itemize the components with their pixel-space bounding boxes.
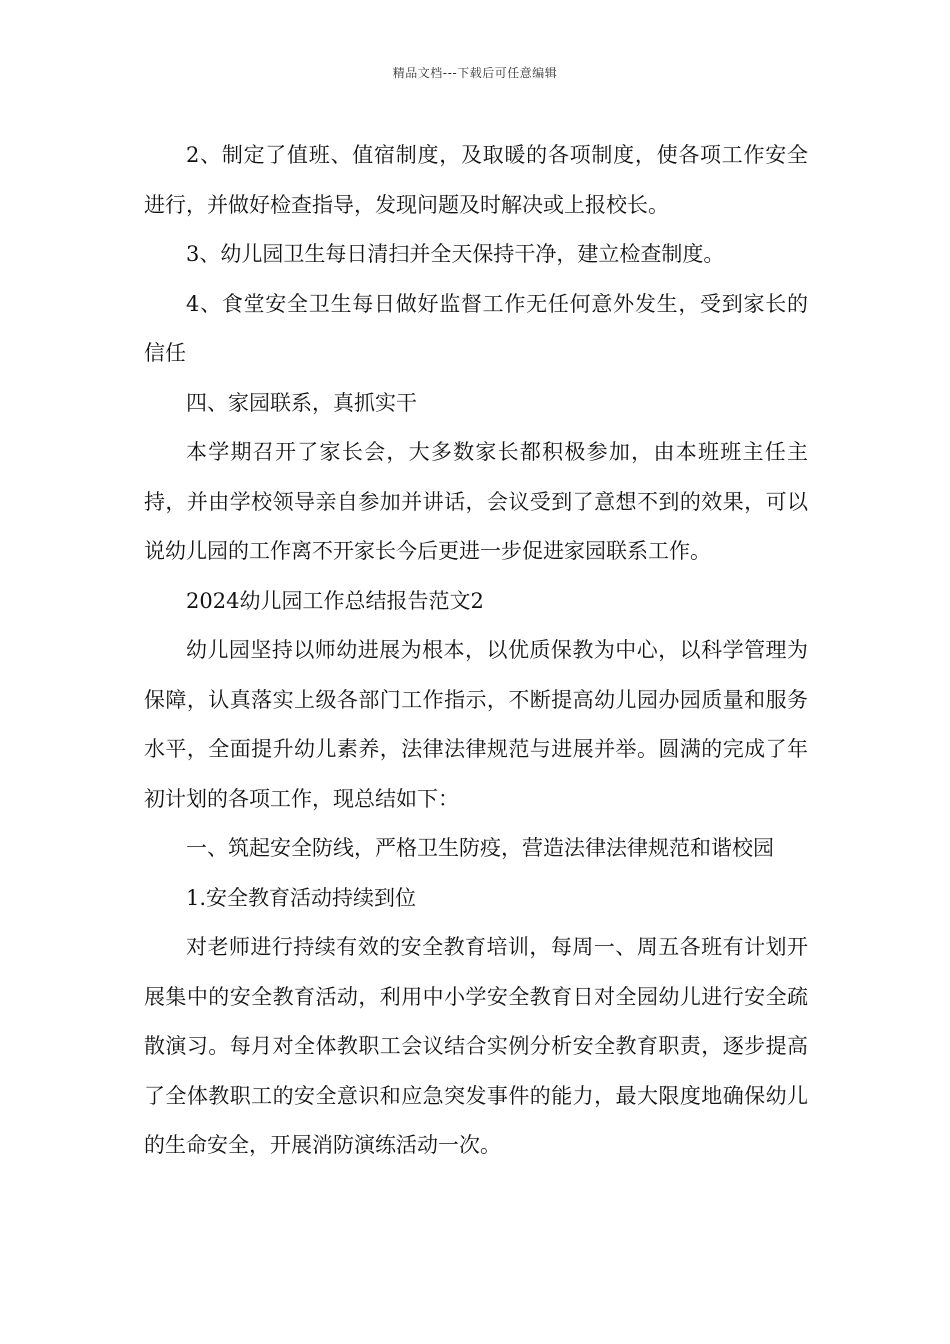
document-body — [144, 131, 808, 1171]
section-heading-home-school: 四、家园联系，真抓实干 — [186, 390, 417, 415]
page-header: 精品文档---下载后可任意编辑 — [392, 66, 558, 80]
paragraph-safety-training: 对老师进行持续有效的安全教育培训，每周一、周五各班有计划开展集中的安全教育活动，利用中小学安全教育日对全园幼儿进行安全疏散演习。每月对全体教职工会议结合实例分析安全教育职责，逐步提高了全体教职工的安全意识和应急突发事件的能力，最大限度地确保幼儿的生命安全，开展消防演练活动一次。 — [144, 935, 808, 1157]
paragraph-duty-system: 2、制定了值班、值宿制度，及取暖的各项制度，使各项工作安全进行，并做好检查指导，发现问题及时解决或上报校长。 — [144, 143, 808, 217]
section-heading-safety: 一、筑起安全防线，严格卫生防疫，营造法律法律规范和谐校园 — [186, 836, 774, 860]
report-title-2: 2024幼儿园工作总结报告范文2 — [186, 588, 484, 613]
paragraph-hygiene: 3、幼儿园卫生每日清扫并全天保持干净，建立检查制度。 — [186, 242, 725, 266]
subheading-safety-education: 1.安全教育活动持续到位 — [186, 885, 417, 910]
paragraph-canteen-safety: 4、食堂安全卫生每日做好监督工作无任何意外发生，受到家长的信任 — [144, 291, 808, 365]
paragraph-overview: 幼儿园坚持以师幼进展为根本，以优质保教为中心，以科学管理为保障，认真落实上级各部门工作指示，不断提高幼儿园办园质量和服务水平，全面提升幼儿素养，法律法律规范与进展并举。圆满的完成了年初计划的各项工作，现总结如下： — [144, 638, 808, 811]
paragraph-parent-meeting: 本学期召开了家长会，大多数家长都积极参加，由本班班主任主持，并由学校领导亲自参加并讲话，会议受到了意想不到的效果，可以说幼儿园的工作离不开家长今后更进一步促进家园联系工作。 — [144, 440, 808, 563]
